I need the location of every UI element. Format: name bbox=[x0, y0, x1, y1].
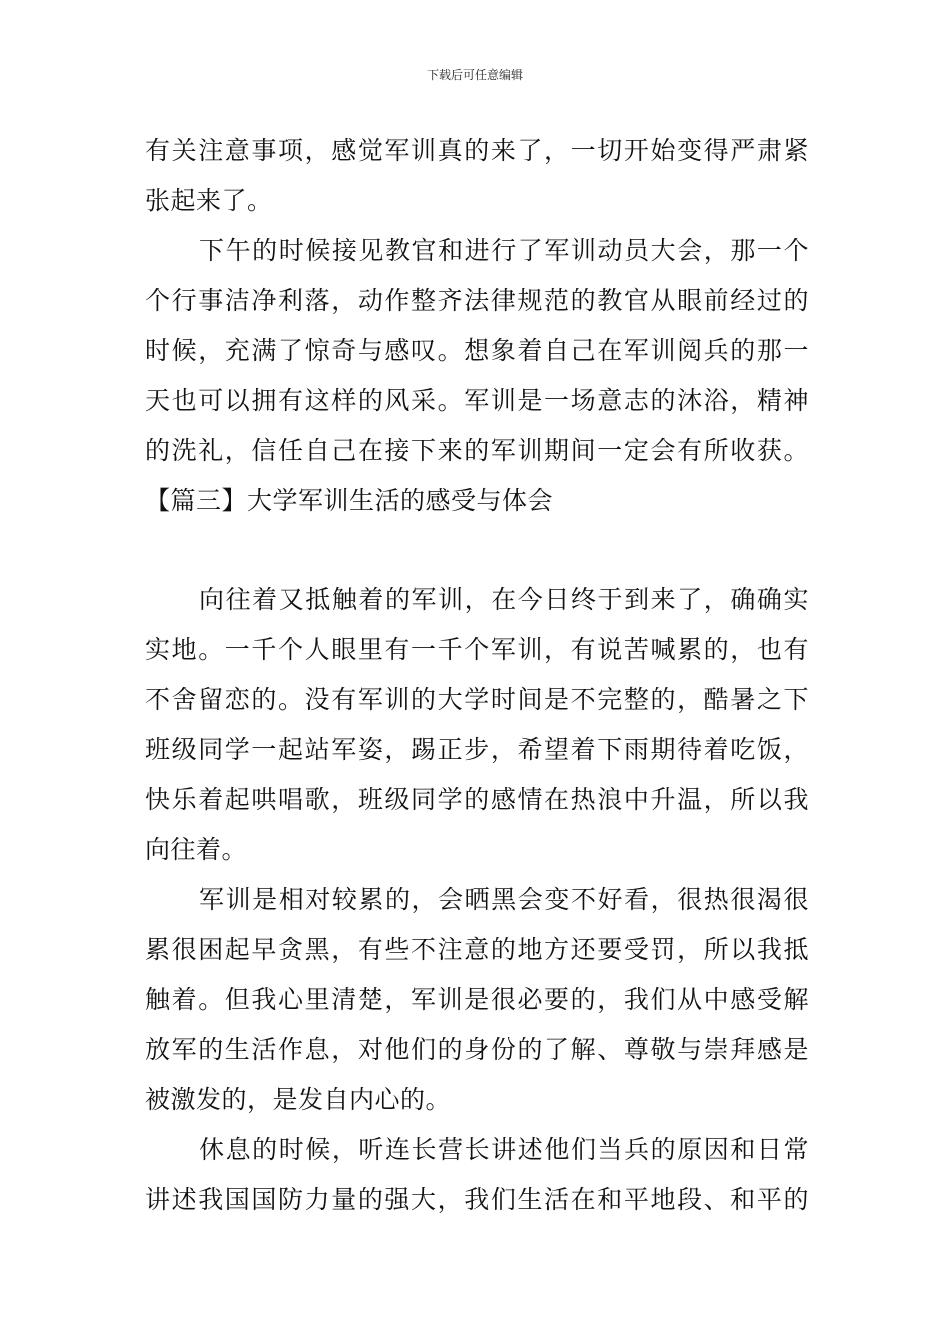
text-line: 休息的时候，听连长营长讲述他们当兵的原因和日常 bbox=[199, 1135, 809, 1164]
text-line: 班级同学一起站军姿，踢正步，希望着下雨期待着吃饭， bbox=[145, 735, 809, 764]
text-line: 张起来了。 bbox=[145, 186, 273, 215]
text-line: 军训是相对较累的，会晒黑会变不好看，很热很渴很 bbox=[199, 885, 809, 914]
text-line: 不舍留恋的。没有军训的大学时间是不完整的，酷暑之下 bbox=[145, 685, 809, 714]
text-line: 实地。一千个人眼里有一千个军训，有说苦喊累的，也有 bbox=[145, 635, 809, 664]
text-line: 的洗礼，信任自己在接下来的军训期间一定会有所收获。 bbox=[145, 436, 809, 465]
text-line: 时候，充满了惊奇与感叹。想象着自己在军训阅兵的那一 bbox=[145, 336, 809, 365]
text-line: 个行事洁净利落，动作整齐法律规范的教官从眼前经过的 bbox=[145, 286, 809, 315]
text-line: 有关注意事项，感觉军训真的来了，一切开始变得严肃紧 bbox=[145, 136, 809, 165]
text-line: 讲述我国国防力量的强大，我们生活在和平地段、和平的 bbox=[145, 1185, 809, 1214]
text-line: 天也可以拥有这样的风采。军训是一场意志的沐浴，精神 bbox=[145, 386, 809, 415]
document-body bbox=[145, 126, 809, 1225]
text-line: 放军的生活作息，对他们的身份的了解、尊敬与崇拜感是 bbox=[145, 1035, 809, 1064]
text-line: 累很困起早贪黑，有些不注意的地方还要受罚，所以我抵 bbox=[145, 935, 809, 964]
paragraph-gap bbox=[145, 526, 809, 575]
section-heading: 【篇三】大学军训生活的感受与体会 bbox=[145, 486, 554, 515]
text-line: 下午的时候接见教官和进行了军训动员大会，那一个 bbox=[199, 236, 809, 265]
text-line: 向往着。 bbox=[145, 835, 248, 864]
text-line: 触着。但我心里清楚，军训是很必要的，我们从中感受解 bbox=[145, 985, 809, 1014]
text-line: 快乐着起哄唱歌，班级同学的感情在热浪中升温，所以我 bbox=[145, 785, 809, 814]
text-line: 被激发的，是发自内心的。 bbox=[145, 1085, 452, 1114]
page-header: 下载后可任意编辑 bbox=[426, 68, 523, 82]
text-line: 向往着又抵触着的军训，在今日终于到来了，确确实 bbox=[199, 585, 809, 614]
